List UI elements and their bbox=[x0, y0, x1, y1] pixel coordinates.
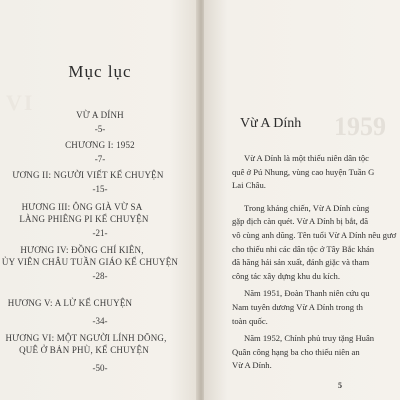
body-line: quê ở Pú Nhung, vùng cao huyện Tuần G bbox=[232, 166, 375, 177]
body-line: Năm 1951, Đoàn Thanh niên cứu qu bbox=[244, 288, 370, 299]
body-line: Quân công hạng ba cho thiếu niên an bbox=[232, 346, 360, 357]
toc-entry-title: HƯƠNG VI: MỘT NGƯỜI LÍNH DÕNG, bbox=[5, 333, 167, 343]
toc-entry-page: -7- bbox=[94, 154, 106, 164]
body-line: Nam tuyên dương Vừ A Dính trong th bbox=[232, 301, 363, 312]
chapter-title: Vừ A Dính bbox=[240, 116, 302, 131]
body-line: đã hăng hái sản xuất, đánh giặc và tham bbox=[232, 257, 370, 268]
toc-entry-title: HƯƠNG III: ÔNG GIÀ VỪ SA bbox=[21, 202, 143, 212]
body-line: Trong kháng chiến, Vừ A Dính cùng bbox=[244, 202, 370, 213]
toc-entry-page: -28- bbox=[92, 271, 108, 281]
ghost-heading: VI bbox=[6, 90, 35, 115]
chapter-page bbox=[204, 0, 400, 400]
body-line: vô cùng anh dũng. Tên tuổi Vừ A Dính nêu gươ bbox=[232, 229, 397, 240]
body-line: công tác xây dựng khu du kích. bbox=[232, 270, 340, 281]
toc-entry-page: -50- bbox=[92, 363, 108, 373]
body-line: Vừ A Dính là một thiếu niên dân tộc bbox=[244, 153, 369, 163]
toc-entry-subtitle: ỦY VIÊN CHÂU TUẦN GIÁO KỂ CHUYỆN bbox=[1, 257, 179, 267]
toc-entry-title: VỪ A DÍNH bbox=[76, 110, 124, 120]
body-line: cho thiếu nhi các dân tộc ở Tây Bắc khán bbox=[232, 243, 375, 254]
toc-entry-subtitle: QUÊ Ở BẢN PHÙ, KỂ CHUYỆN bbox=[19, 345, 149, 355]
toc-entry-title: CHƯƠNG I: 1952 bbox=[65, 140, 135, 150]
body-line: gặp địch càn quét. Vừ A Dính bị bắt, đã bbox=[232, 216, 369, 227]
toc-entry-page: -5- bbox=[94, 124, 106, 134]
toc-entry-subtitle: LÀNG PHIÊNG PI KỂ CHUYỆN bbox=[19, 214, 149, 224]
body-line: Lai Châu. bbox=[232, 180, 266, 191]
body-line: Vừ A Dính. bbox=[232, 360, 272, 371]
ghost-year: 1959 bbox=[334, 112, 386, 141]
toc-entry-title: ƯƠNG II: NGƯỜI VIẾT KỂ CHUYỆN bbox=[12, 170, 164, 180]
body-line: Năm 1952, Chính phủ truy tặng Huân bbox=[244, 333, 375, 344]
toc-entry-page: -15- bbox=[92, 184, 108, 194]
chapter-body bbox=[232, 152, 400, 373]
toc-entry-page: -21- bbox=[92, 228, 108, 238]
toc-entry-title: HƯƠNG IV: ĐỒNG CHÍ KIÊN, bbox=[20, 245, 144, 255]
body-line: toàn quốc. bbox=[232, 315, 268, 326]
toc-entry-page: -34- bbox=[92, 316, 108, 326]
toc-entry-title: HƯƠNG V: A LỬ KỂ CHUYỆN bbox=[7, 298, 133, 308]
page-number: 5 bbox=[338, 381, 342, 390]
toc-title: Mục lục bbox=[68, 62, 132, 81]
